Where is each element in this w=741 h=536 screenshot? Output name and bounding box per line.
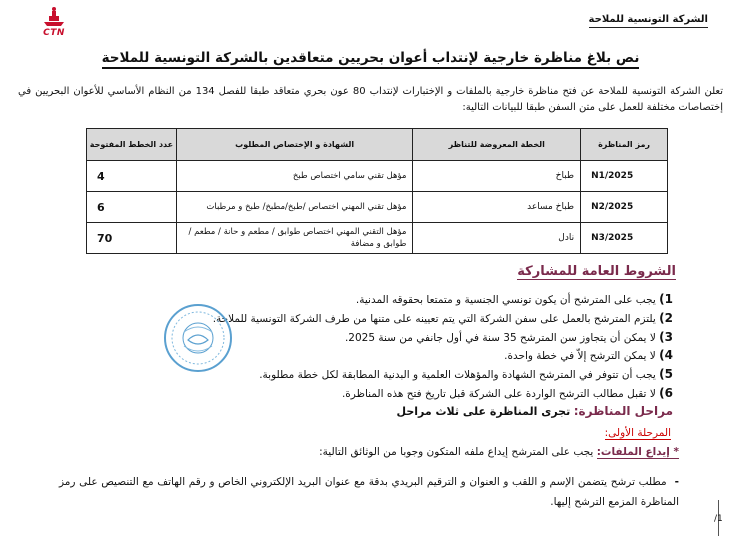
files-line (319, 446, 679, 458)
header-plan: الخطة المعروضة للتناظر (413, 129, 581, 161)
item-text: يجب على المترشح أن يكون تونسي الجنسية و متمتعا بحقوقه المدنية. (355, 294, 656, 306)
row-plan: نادل (413, 223, 581, 254)
requirement-item (59, 472, 679, 512)
page-title (0, 50, 741, 66)
page-number: 1/ (714, 514, 723, 524)
item-text: لا تقبل مطالب الترشح الواردة على الشركة قبل تاريخ فتح هذه المناظرة. (341, 387, 656, 400)
row-cert: مؤهل تقني سامي اختصاص طبخ (176, 161, 413, 192)
item-text: لا يمكن أن يتجاوز سن المترشح 35 سنة في أول جانفي من سنة 2025. (344, 331, 656, 344)
row-cert: مؤهل التقني المهني اختصاص طوابق / مطعم و حانة / مطعم / طوابق و مضافة (176, 223, 413, 254)
conditions-title: الشروط العامة للمشاركة (517, 264, 676, 279)
list-item (113, 385, 673, 404)
item-number: 4) (659, 348, 673, 363)
row-code: N2/2025 (581, 192, 668, 223)
logo-text: CTN (43, 28, 65, 38)
stages-label: مراحل المناظرة: (573, 404, 673, 418)
intro-paragraph: تعلن الشركة التونسية للملاحة عن فتح مناظرة خارجية بالملفات و الإختبارات لإنتداب 80 عون بحري متعاقد طبقا للفصل 134 من النظام الأساسي للأعوان البحريين في إختصاصات مختلفة للعمل على متن السفن طبقا للبيانات التالية: (18, 86, 724, 113)
stage-one-title: المرحلة الأولى: (604, 427, 671, 439)
page-title-text: نص بلاغ مناظرة خارجية لإنتداب أعوان بحريين متعاقدين بالشركة التونسية للملاحة (102, 50, 640, 69)
company-logo (38, 6, 70, 48)
header-count: عدد الخطط المفتوحة (87, 129, 177, 161)
files-text: يجب على المترشح إيداع ملفه المتكون وجوبا من الوثائق التالية: (319, 446, 594, 458)
row-plan: طباخ (413, 161, 581, 192)
files-label: * إيداع الملفات: (596, 446, 679, 458)
table-row (87, 161, 668, 192)
item-number: 6) (659, 385, 673, 400)
stages-line (397, 404, 674, 418)
row-count: 6 (87, 192, 177, 223)
stages-text: تجرى المناظرة على ثلاث مراحل (396, 405, 571, 418)
item-number: 5) (659, 367, 673, 382)
row-code: N1/2025 (581, 161, 668, 192)
item-number: 2) (659, 310, 673, 325)
positions-table (86, 128, 668, 254)
item-text: يجب أن تتوفر في المترشح الشهادة والمؤهلات العلمية و البدنية المطابقة لكل خطة مطلوبة. (259, 369, 656, 382)
row-count: 70 (87, 223, 177, 254)
company-name: الشركة التونسية للملاحة (589, 14, 708, 28)
item-text: لا يمكن الترشح إلاّ في خطة واحدة. (504, 350, 656, 363)
bullet-dash: - (674, 476, 679, 488)
row-plan: طباخ مساعد (413, 192, 581, 223)
table-row (87, 192, 668, 223)
row-code: N3/2025 (581, 223, 668, 254)
row-count: 4 (87, 161, 177, 192)
item-number: 1) (659, 292, 673, 306)
header-cert: الشهادة و الإختصاص المطلوب (176, 129, 413, 161)
item-text: يلتزم المترشح بالعمل على سفن الشركة التي يتم تعيينه على متنها من طرف الشركة التونسية للملاحة. (212, 312, 656, 325)
ship-logo-icon (40, 6, 68, 28)
header-code: رمز المناظرة (581, 129, 668, 161)
requirement-text: مطلب ترشح يتضمن الإسم و اللقب و العنوان و الترقيم البريدي بدقة مع عنوان البريد الإلكتروني الخاص و رقم الهاتف مع التنصيص على رمز المناظرة المزمع الترشح إليها. (59, 476, 679, 508)
row-cert: مؤهل تقني المهني اختصاص /طبخ/مطبخ/ طبخ و مرطبات (176, 192, 413, 223)
official-stamp (162, 302, 234, 374)
item-number: 3) (659, 329, 673, 344)
table-row (87, 223, 668, 254)
table-header-row (87, 129, 668, 161)
